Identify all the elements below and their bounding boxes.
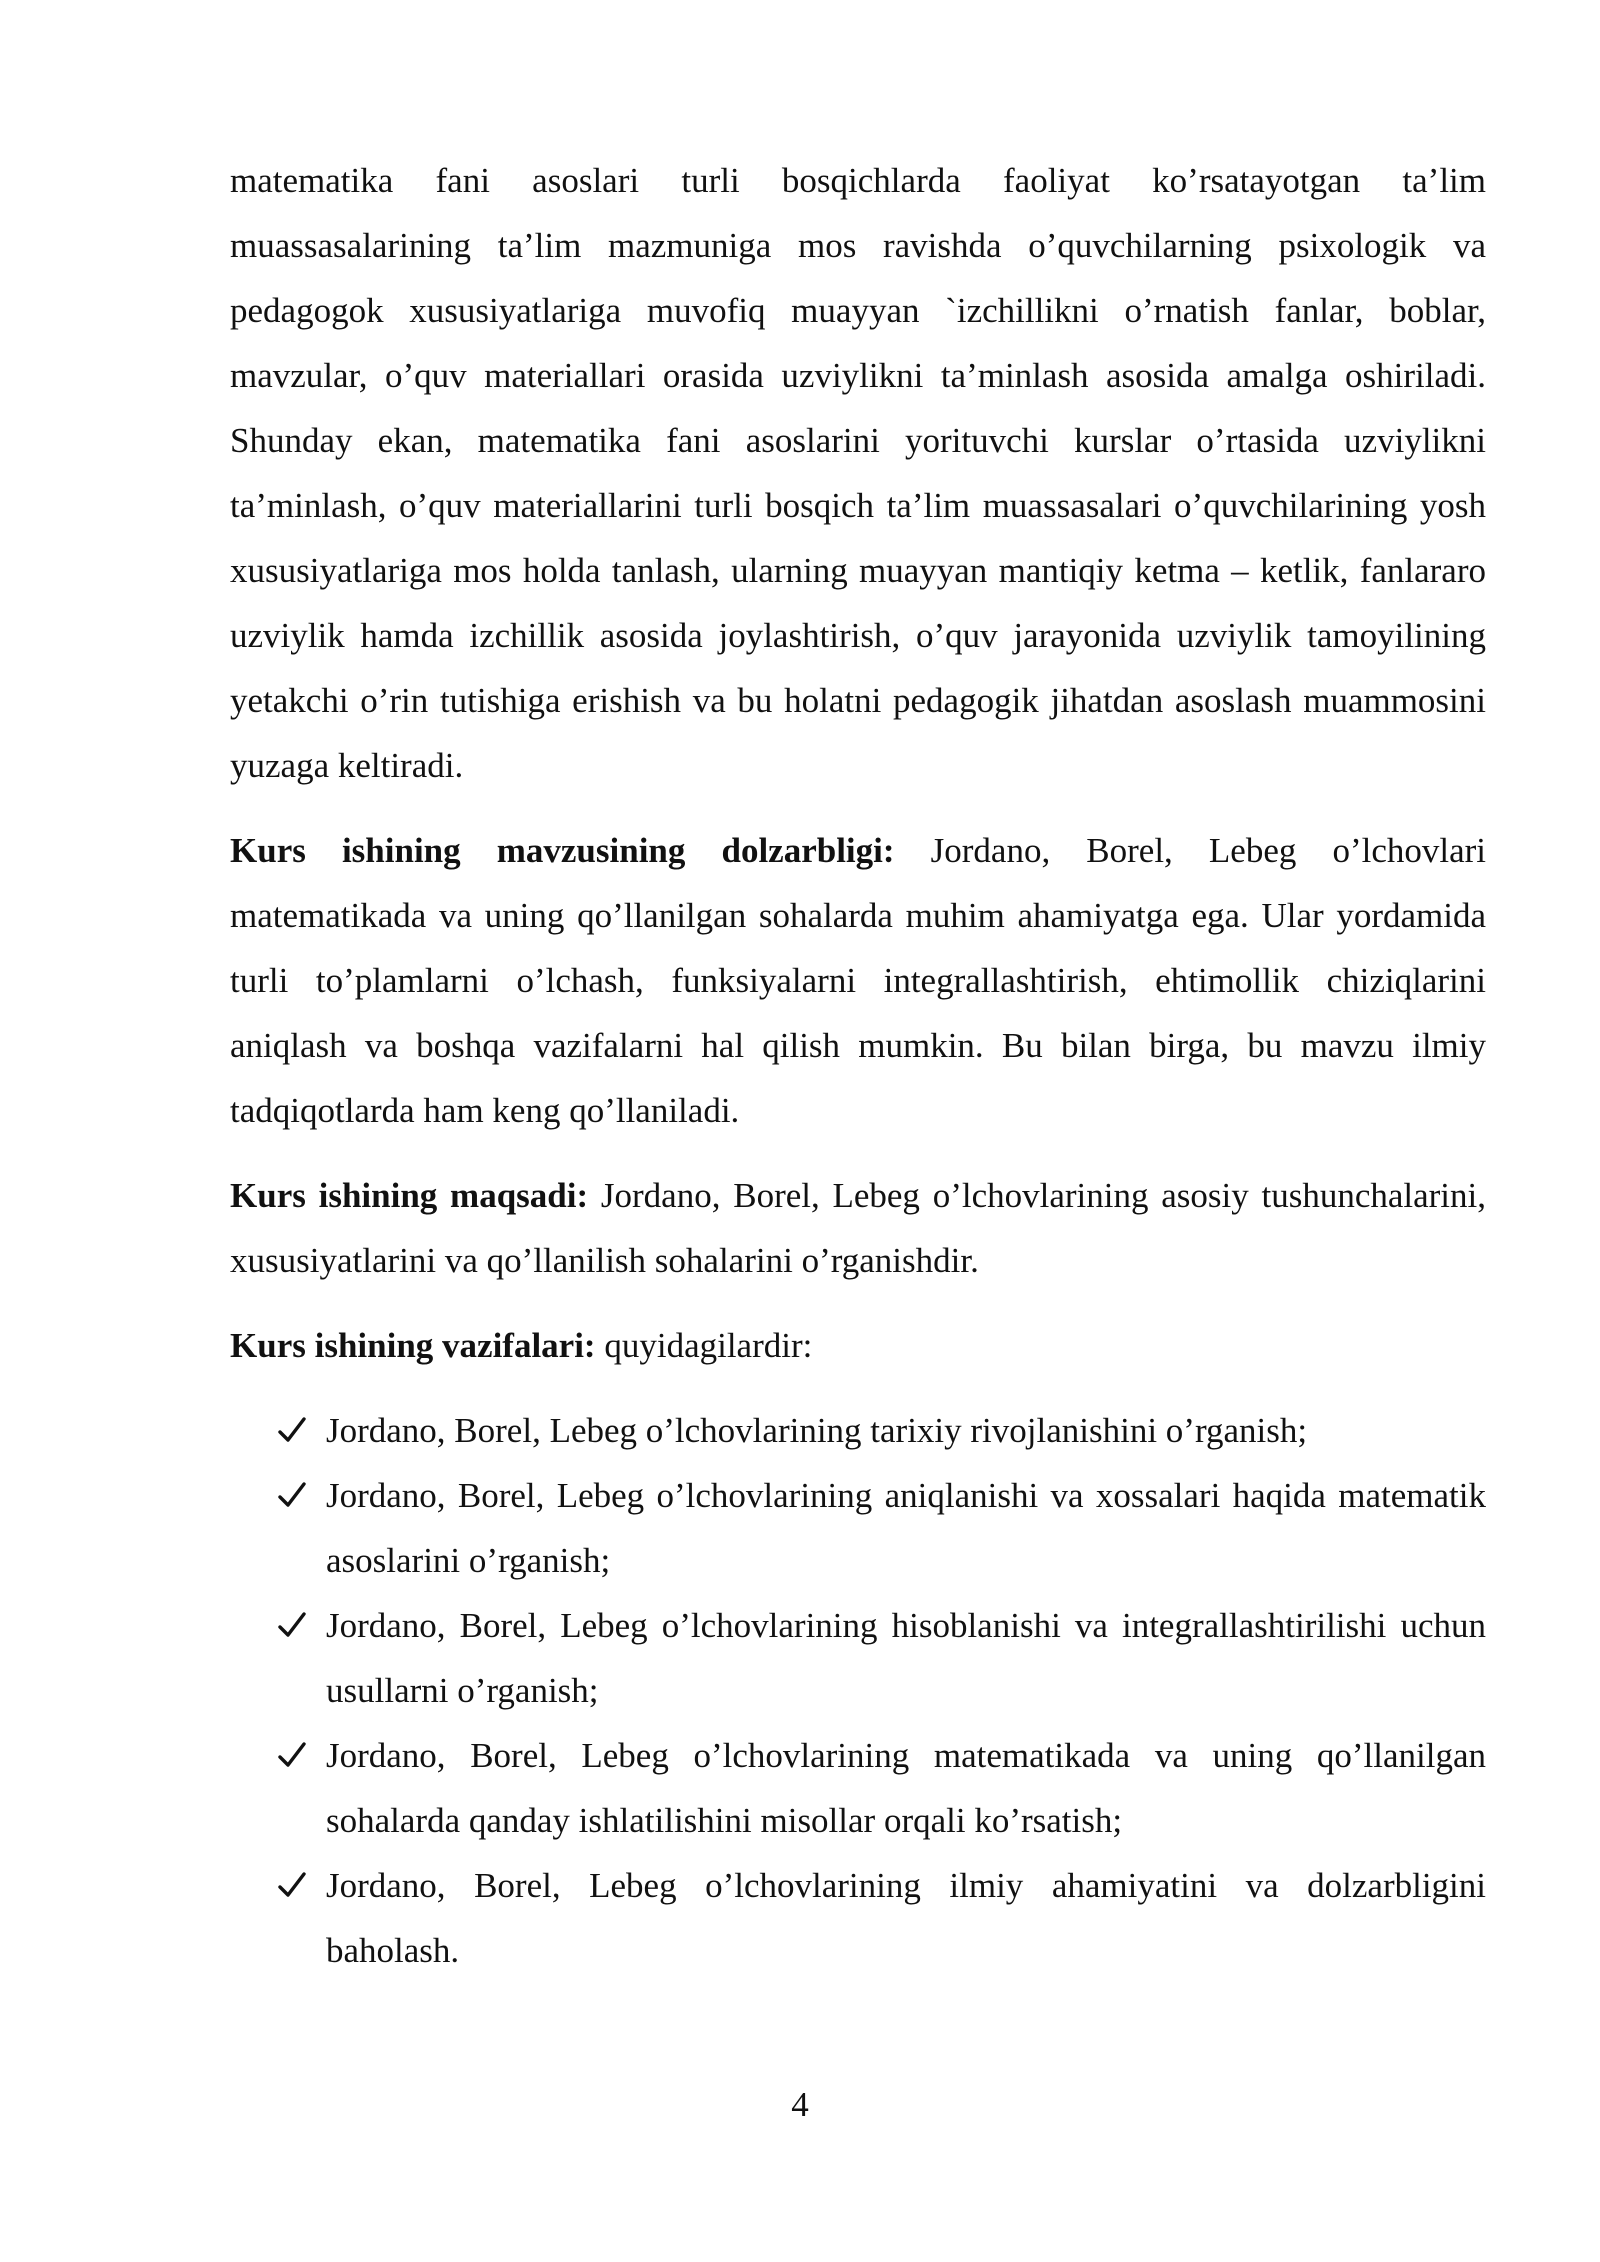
goal-text: Jordano, Borel, Lebeg o’lchovlarining asosiy tushunchalarini, xususiyatlarini va qo’llanilish sohalarini o’rganishdir. (230, 1176, 1487, 1280)
task-item-text: Jordano, Borel, Lebeg o’lchovlarining tarixiy rivojlanishini o’rganish; (326, 1411, 1308, 1450)
check-mark-icon (278, 1593, 312, 1658)
task-item (230, 1723, 1486, 1853)
goal-label: Kurs ishining maqsadi: (230, 1176, 589, 1215)
check-mark-icon (278, 1853, 312, 1918)
task-item (230, 1593, 1486, 1723)
check-mark-icon (278, 1463, 312, 1528)
task-item-text: Jordano, Borel, Lebeg o’lchovlarining aniqlanishi va xossalari haqida matematik asoslarini o’rganish; (326, 1476, 1486, 1580)
task-item (230, 1463, 1486, 1593)
check-mark-icon (278, 1398, 312, 1463)
task-item-text: Jordano, Borel, Lebeg o’lchovlarining hisoblanishi va integrallashtirilishi uchun usullarni o’rganish; (326, 1606, 1486, 1710)
goal-paragraph (230, 1163, 1486, 1293)
page-number: 4 (791, 2085, 809, 2124)
intro-paragraph: matematika fani asoslari turli bosqichlarda faoliyat ko’rsatayotgan ta’lim muassasalarining ta’lim mazmuniga mos ravishda o’quvchilarning psixologik va pedagogok xususiyatlariga muvofiq muayyan `izchillikni o’rnatish fanlar, boblar, mavzular, o’quv materiallari orasida uzviylikni ta’minlash asosida amalga oshiriladi. Shunday ekan, matematika fani asoslarini yorituvchi kurslar o’rtasida uzviylikni ta’minlash, o’quv materiallarini turli bosqich ta’lim muassasalari o’quvchilarining yosh xususiyatlariga mos holda tanlash, ularning muayyan mantiqiy ketma – ketlik, fanlararo uzviylik hamda izchillik asosida joylashtirish, o’quv jarayonida uzviylik tamoyilining yetakchi o’rin tutishiga erishish va bu holatni pedagogik jihatdan asoslash muammosini yuzaga keltiradi. (230, 161, 1486, 785)
task-item (230, 1853, 1486, 1983)
relevance-paragraph (230, 818, 1486, 1143)
relevance-text: Jordano, Borel, Lebeg o’lchovlari matematikada va uning qo’llanilgan sohalarda muhim ahamiyatga ega. Ular yordamida turli to’plamlarni o’lchash, funksiyalarni integrallashtirish, ehtimollik chiziqlarini aniqlash va boshqa vazifalarni hal qilish mumkin. Bu bilan birga, bu mavzu ilmiy tadqiqotlarda ham keng qo’llaniladi. (230, 831, 1486, 1130)
tasks-heading (230, 1313, 1486, 1378)
tasks-label: Kurs ishining vazifalari: (230, 1326, 596, 1365)
tasks-list (230, 1398, 1486, 1983)
relevance-label: Kurs ishining mavzusining dolzarbligi: (230, 831, 895, 870)
check-mark-icon (278, 1723, 312, 1788)
tasks-intro-text: quyidagilardir: (604, 1326, 813, 1365)
task-item-text: Jordano, Borel, Lebeg o’lchovlarining ilmiy ahamiyatini va dolzarbligini baholash. (326, 1866, 1486, 1970)
document-page (230, 148, 1486, 1983)
task-item (230, 1398, 1486, 1463)
task-item-text: Jordano, Borel, Lebeg o’lchovlarining matematikada va uning qo’llanilgan sohalarda qanday ishlatilishini misollar orqali ko’rsatish; (326, 1736, 1486, 1840)
